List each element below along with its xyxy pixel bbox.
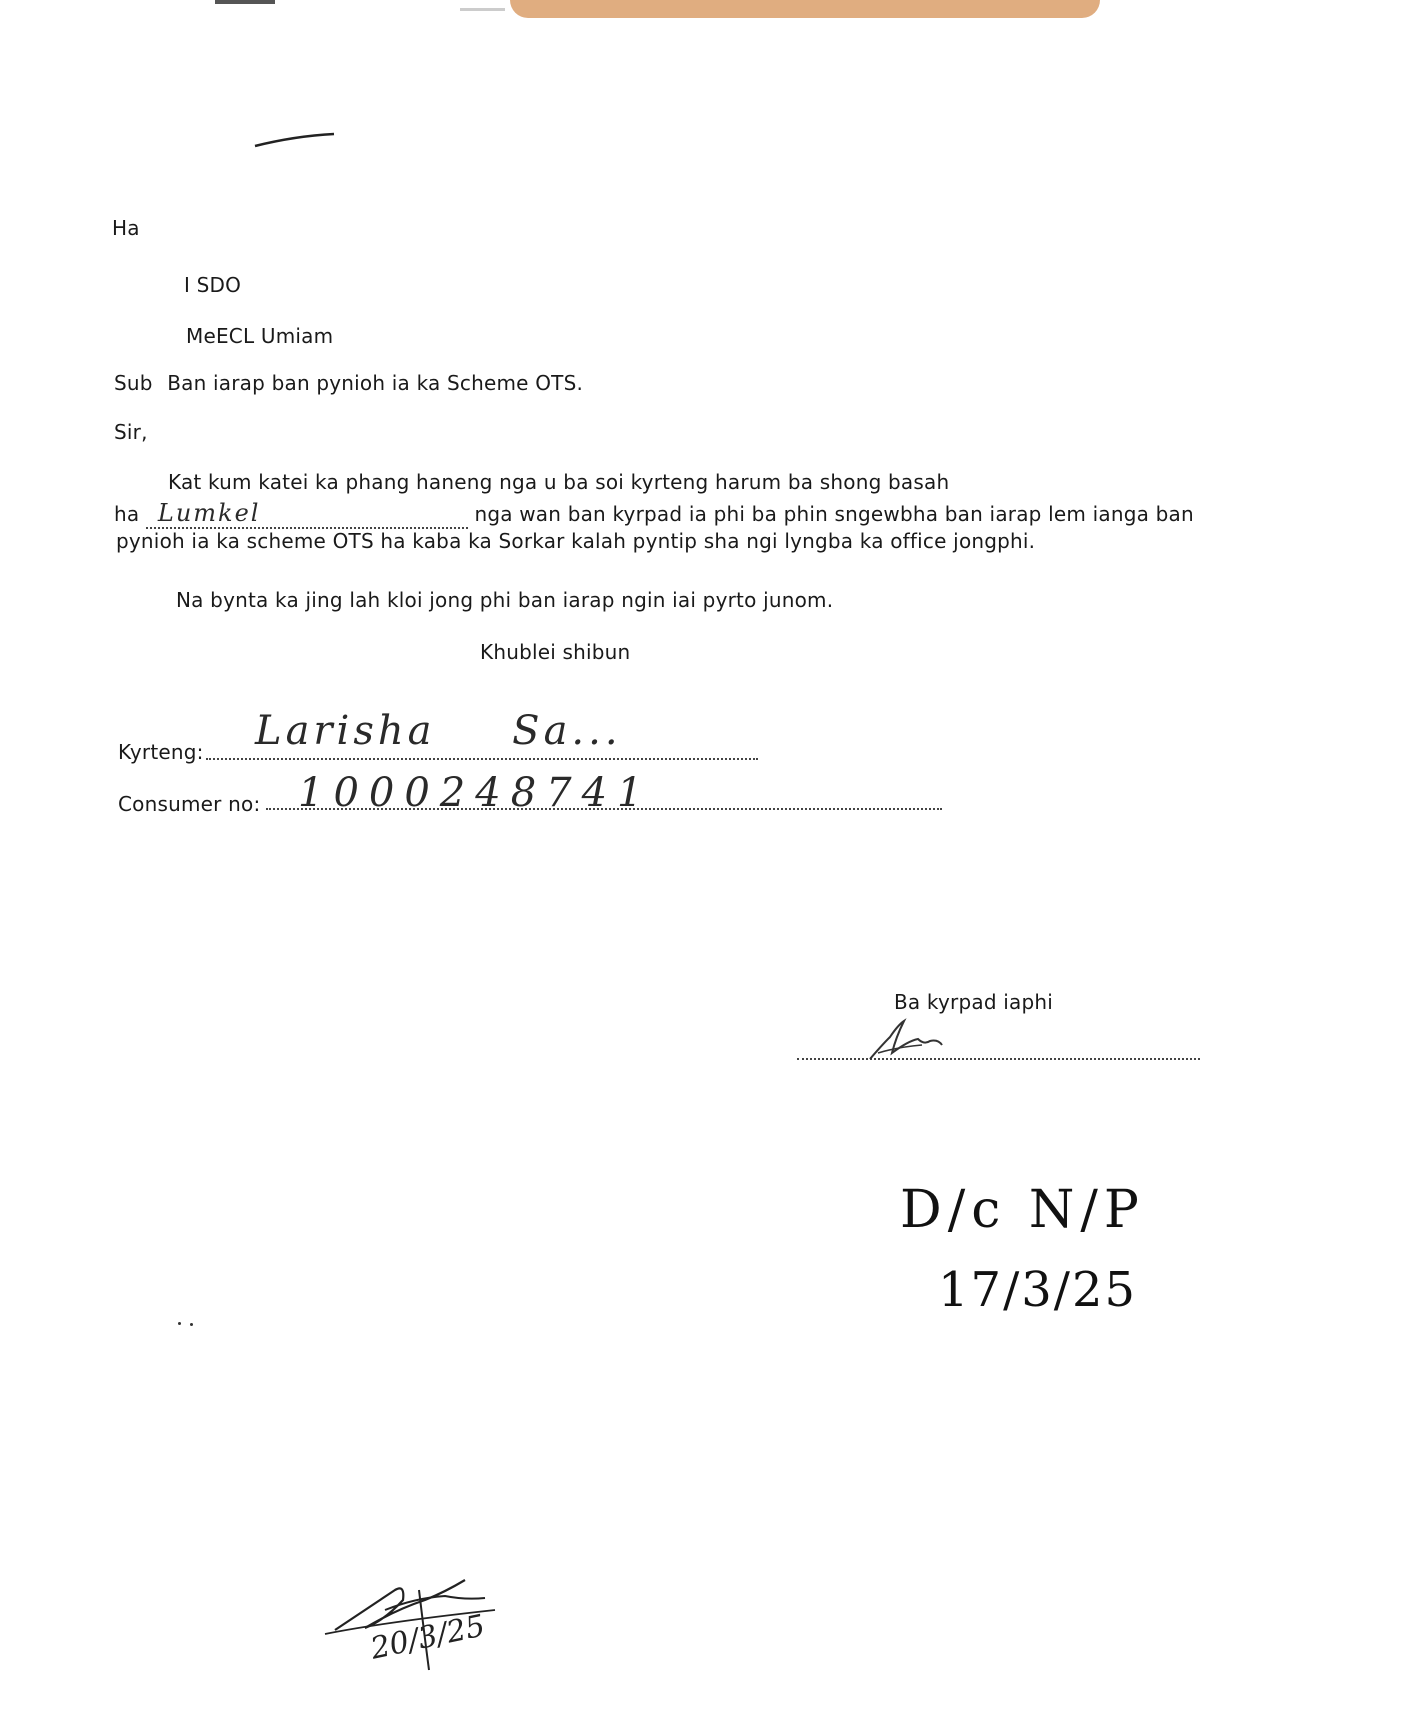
body-line-2-suffix: nga wan ban kyrpad ia phi ba phin sngewbha ban iarap lem ianga ban [474,502,1194,526]
name-handwritten: Larisha Sa... [255,708,622,754]
stray-mark [190,1323,193,1326]
greeting: Sir, [114,420,148,444]
applicant-signature-line [797,1058,1200,1060]
closing-line: Na bynta ka jing lah kloi jong phi ban iarap ngin iai pyrto junom. [176,588,834,612]
top-edge-mark [215,0,275,4]
body-line-2 [114,499,1194,529]
subject-label: Sub [114,371,153,395]
subject-line [114,371,583,395]
applicant-label: Ba kyrpad iaphi [894,990,1054,1014]
sign-off: Khublei shibun [480,640,631,664]
name-dotted-line [206,758,758,760]
top-edge-strip [510,0,1100,18]
salutation-to: Ha [112,216,140,240]
bottom-signature-date: 20/3/25 [367,1608,489,1667]
office-note-date: 17/3/25 [938,1262,1138,1318]
pen-stroke [250,128,340,152]
body-line-2-prefix: ha [114,502,140,526]
recipient-line-2: MeECL Umiam [186,324,334,348]
applicant-signature [868,1015,948,1065]
consumer-label: Consumer no: [118,792,261,816]
subject-text: Ban iarap ban pynioh ia ka Scheme OTS. [167,371,584,395]
office-note: D/c N/P [900,1180,1145,1240]
stray-mark [178,1322,181,1325]
name-label: Kyrteng: [118,740,204,764]
consumer-number-handwritten: 1000248741 [298,770,653,816]
handwritten-locality: Lumkel [146,499,468,529]
recipient-line-1: I SDO [184,273,242,297]
top-edge-mark [460,8,505,11]
body-line-3: pynioh ia ka scheme OTS ha kaba ka Sorkar kalah pyntip sha ngi lyngba ka office jongphi. [116,529,1036,553]
body-line-1: Kat kum katei ka phang haneng nga u ba soi kyrteng harum ba shong basah [168,470,950,494]
